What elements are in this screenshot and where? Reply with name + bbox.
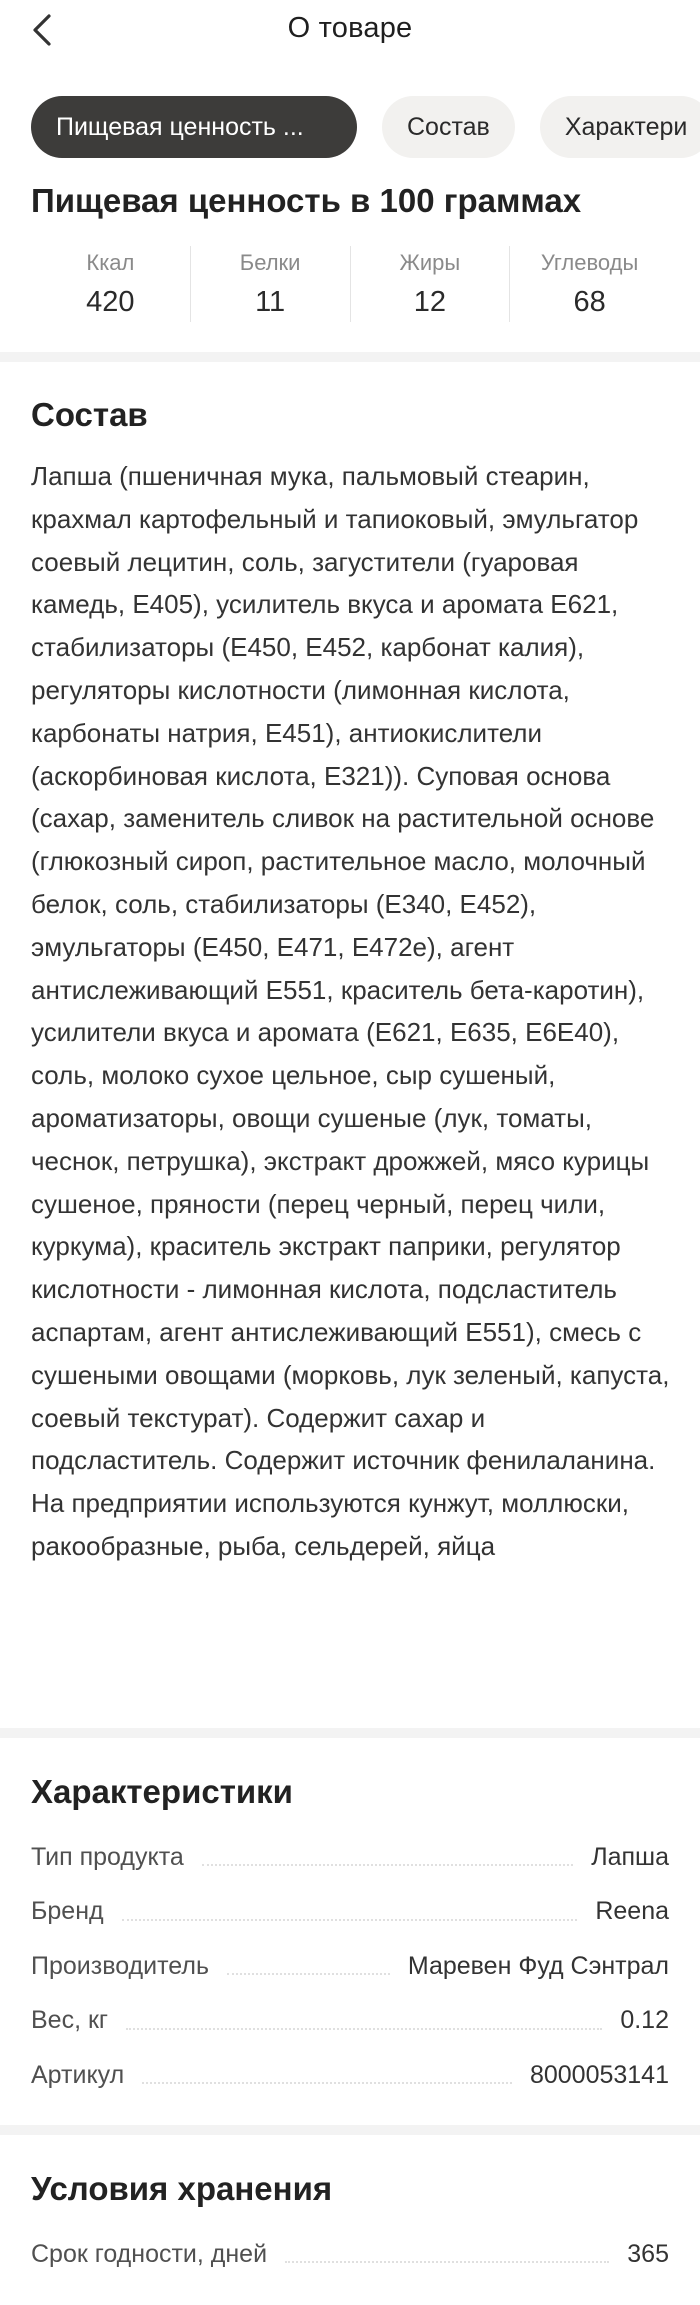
storage-row bbox=[31, 2227, 669, 2282]
characteristic-key: Тип продукта bbox=[31, 1842, 184, 1871]
characteristic-key: Артикул bbox=[31, 2060, 125, 2089]
nutrition-value: 68 bbox=[573, 286, 606, 318]
section-tabs bbox=[31, 96, 700, 158]
storage-key: Срок годности, дней bbox=[31, 2239, 268, 2268]
dotted-leader bbox=[142, 2082, 512, 2084]
dotted-leader bbox=[227, 1973, 390, 1975]
characteristic-key: Бренд bbox=[31, 1897, 104, 1926]
dotted-leader bbox=[202, 1864, 573, 1866]
dotted-leader bbox=[285, 2261, 609, 2263]
nutrition-label: Жиры bbox=[399, 250, 461, 275]
characteristic-key: Вес, кг bbox=[31, 2006, 109, 2035]
dotted-leader bbox=[122, 1919, 578, 1921]
storage-value: 365 bbox=[627, 2239, 669, 2268]
dotted-leader bbox=[126, 2028, 602, 2030]
characteristic-value: Маревен Фуд Сэнтрал bbox=[407, 1951, 669, 1980]
nutrition-carbs bbox=[510, 246, 669, 322]
characteristic-key: Производитель bbox=[31, 1951, 209, 1980]
characteristic-value: Лапша bbox=[591, 1842, 669, 1871]
nutrition-fat bbox=[351, 246, 511, 322]
nutrition-facts bbox=[31, 246, 669, 322]
header bbox=[0, 0, 700, 60]
page-title: О товаре bbox=[287, 12, 413, 44]
characteristic-row bbox=[31, 1994, 669, 2049]
section-divider bbox=[0, 2125, 700, 2135]
composition-title: Состав bbox=[31, 396, 148, 433]
storage-list bbox=[31, 2227, 669, 2282]
characteristic-row bbox=[31, 1885, 669, 1940]
storage-title: Условия хранения bbox=[31, 2170, 333, 2207]
characteristic-row bbox=[31, 2048, 669, 2103]
tab-nutrition[interactable]: Пищевая ценность ... bbox=[31, 96, 357, 158]
characteristic-value: 0.12 bbox=[620, 2006, 669, 2035]
nutrition-value: 12 bbox=[413, 286, 446, 318]
characteristic-row bbox=[31, 1830, 669, 1885]
nutrition-protein bbox=[191, 246, 351, 322]
nutrition-kcal bbox=[31, 246, 191, 322]
characteristic-value: 8000053141 bbox=[529, 2060, 669, 2089]
characteristic-value: Reena bbox=[595, 1897, 669, 1926]
nutrition-label: Ккал bbox=[86, 250, 135, 275]
composition-text: Лапша (пшеничная мука, пальмовый стеарин, крахмал картофельный и тапиоковый, эмульгатор соевый лецитин, соль, загустители (гуаровая камедь, Е405), усилитель вкуса и аромата Е621, стабилизаторы (Е450, Е452, карбонат калия), регуляторы кислотности (лимонная кислота, карбонаты натрия, Е451), антиокислители (аскорбиновая кислота, Е321)). Суповая основа (сахар, заменитель сливок на растительной основе (глюкозный сироп, растительное масло, молочный белок, соль, стабилизаторы (Е340, Е452), эмульгаторы (Е450, Е471, Е472е), агент антислеживающий Е551, краситель бета-каротин), усилители вкуса и аромата (Е621, Е635, Е6Е40), соль, молоко сухое цельное, сыр сушеный, ароматизаторы, овощи сушеные (лук, томаты, чеснок, петрушка), экстракт дрожжей, мясо курицы сушеное, пряности (перец черный, перец чили, куркума), краситель экстракт паприки, регулятор кислотности - лимонная кислота, подсластитель аспартам, агент антислеживающий Е551), смесь с сушеными овощами (морковь, лук зеленый, капуста, соевый текстурат). Содержит сахар и подсластитель. Содержит источник фенилаланина. На предприятии используются кунжут, моллюски, ракообразные, рыба, сельдерей, яйца bbox=[31, 461, 670, 1561]
nutrition-title: Пищевая ценность в 100 граммах bbox=[31, 182, 582, 219]
characteristic-row bbox=[31, 1939, 669, 1994]
characteristics-title: Характеристики bbox=[31, 1773, 293, 1810]
nutrition-label: Белки bbox=[239, 250, 301, 275]
nutrition-value: 420 bbox=[86, 286, 135, 318]
section-divider bbox=[0, 1728, 700, 1738]
nutrition-value: 11 bbox=[255, 286, 286, 318]
nutrition-label: Углеводы bbox=[540, 250, 639, 275]
tab-characteristics[interactable]: Характери bbox=[540, 96, 700, 158]
characteristics-list bbox=[31, 1830, 669, 2103]
section-divider bbox=[0, 352, 700, 362]
tab-composition[interactable]: Состав bbox=[382, 96, 515, 158]
